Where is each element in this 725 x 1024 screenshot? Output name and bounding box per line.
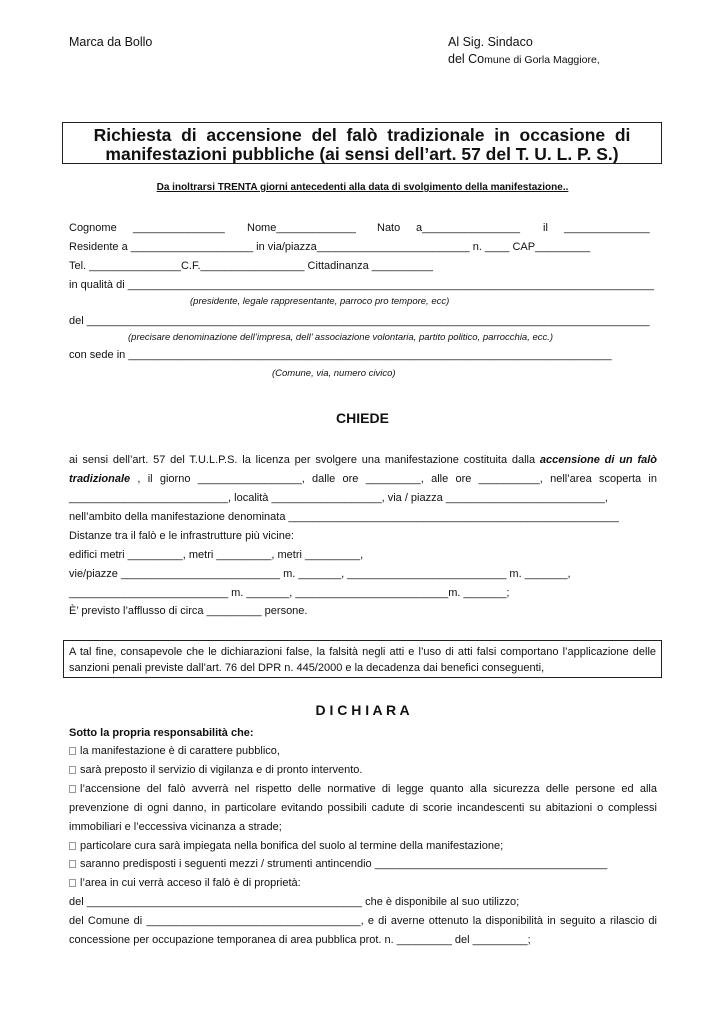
dichiara-item6 bbox=[69, 877, 301, 889]
label-nato: Nato bbox=[377, 222, 401, 234]
label-cognome: Cognome bbox=[69, 222, 117, 234]
title-box bbox=[62, 122, 662, 164]
notice-line2: sanzioni penali previste dall’art. 76 del DPR n. 445/2000 e la decadenza dai benefici conseguenti, bbox=[69, 662, 545, 674]
dichiara-item4 bbox=[69, 840, 503, 852]
checkbox-icon[interactable] bbox=[69, 785, 76, 793]
chiede-line5: Distanze tra il falò e le infrastrutture più vicine: bbox=[69, 530, 294, 542]
field-residenza[interactable]: Residente a ____________________ in via/piazza_________________________ n. ____ CAP_________ bbox=[69, 241, 591, 253]
field-sede[interactable]: con sede in _______________________________________________________________________________ bbox=[69, 349, 612, 361]
addressee-line1: Al Sig. Sindaco bbox=[448, 35, 533, 49]
checkbox-icon[interactable] bbox=[69, 842, 76, 850]
chiede-bold1: accensione di un falò bbox=[539, 454, 657, 466]
chiede-text2: , il giorno _________________, dalle ore _________, alle ore __________, nell’area scoperta in bbox=[137, 473, 657, 485]
hint-sede: (Comune, via, numero civico) bbox=[272, 368, 396, 379]
concessione-line[interactable]: concessione per occupazione temporanea di area pubblica prot. n. _________ del _________; bbox=[69, 934, 531, 946]
dichiara-item2 bbox=[69, 764, 362, 776]
label-il: il bbox=[543, 222, 548, 234]
chiede-line7[interactable]: vie/piazze __________________________ m. _______, __________________________ m. _______, bbox=[69, 568, 571, 580]
addressee-line2-prefix: del Co bbox=[448, 52, 485, 66]
field-tel-cf[interactable]: Tel. _______________C.F._________________ Cittadinanza __________ bbox=[69, 260, 433, 272]
chiede-line4[interactable]: nell’ambito della manifestazione denominata ______________________________________________________ bbox=[69, 511, 619, 523]
dichiara-item4-text: particolare cura sarà impiegata nella bonifica del suolo al termine della manifestazione; bbox=[80, 840, 504, 852]
chiede-line2[interactable] bbox=[69, 473, 657, 485]
dichiara-item3-line1 bbox=[69, 783, 657, 795]
title-line1: Richiesta di accensione del falò tradizionale in occasione di bbox=[93, 125, 631, 145]
dichiara-item3-line3: immobiliari e l’eccessiva vicinanza a strade; bbox=[69, 821, 282, 833]
hint-qualita: (presidente, legale rappresentante, parroco pro tempore, ecc) bbox=[190, 296, 450, 307]
field-cognome[interactable]: _______________ bbox=[133, 222, 225, 234]
dichiara-intro: Sotto la propria responsabilità che: bbox=[69, 727, 254, 739]
chiede-line6[interactable]: edifici metri _________, metri _________, metri _________, bbox=[69, 549, 364, 561]
chiede-bold2: tradizionale bbox=[69, 473, 131, 485]
dichiara-item1 bbox=[69, 745, 280, 757]
proprieta-privata[interactable]: del _____________________________________________ che è disponibile al suo utilizzo; bbox=[69, 896, 520, 908]
chiede-heading: CHIEDE bbox=[336, 410, 389, 426]
dichiara-item6-text: l’area in cui verrà acceso il falò è di proprietà: bbox=[80, 877, 301, 889]
field-nome[interactable]: Nome_____________ bbox=[247, 222, 356, 234]
addressee-line2-rest: mune di Gorla Maggiore, bbox=[484, 54, 600, 66]
notice-line1: A tal fine, consapevole che le dichiarazioni false, la falsità negli atti e l’uso di atti falsi comportano l’applicazione delle bbox=[69, 646, 656, 658]
hint-denominazione: (precisare denominazione dell’impresa, dell’ associazione volontaria, partito politico, parrocchia, ecc.) bbox=[128, 332, 554, 343]
dichiara-heading: D I C H I A R A bbox=[315, 702, 410, 718]
checkbox-icon[interactable] bbox=[69, 879, 76, 887]
dichiara-item5[interactable] bbox=[69, 858, 607, 870]
field-denominazione[interactable]: del ____________________________________________________________________________________________ bbox=[69, 315, 650, 327]
checkbox-icon[interactable] bbox=[69, 766, 76, 774]
chiede-line9[interactable]: È’ previsto l’afflusso di circa _________ persone. bbox=[69, 605, 308, 617]
field-luogo-nascita[interactable]: a________________ bbox=[416, 222, 521, 234]
marca-da-bollo: Marca da Bollo bbox=[69, 35, 153, 49]
checkbox-icon[interactable] bbox=[69, 747, 76, 755]
field-data-nascita[interactable]: ______________ bbox=[564, 222, 650, 234]
notice-box bbox=[63, 640, 662, 678]
proprieta-comune[interactable]: del Comune di ___________________________________, e di averne ottenuto la disponibilità in seguito a rilascio di bbox=[69, 915, 657, 927]
chiede-text1: ai sensi dell’art. 57 del T.U.L.P.S. la licenza per svolgere una manifestazione costituita dalla bbox=[69, 454, 536, 466]
deadline-note: Da inoltrarsi TRENTA giorni antecedenti alla data di svolgimento della manifestazione.. bbox=[156, 182, 569, 193]
field-qualita[interactable]: in qualità di ______________________________________________________________________________________ bbox=[69, 279, 654, 291]
dichiara-item5-text: saranno predisposti i seguenti mezzi / strumenti antincendio ______________________________________ bbox=[80, 858, 608, 870]
dichiara-item1-text: la manifestazione è di carattere pubblico, bbox=[80, 745, 280, 757]
dichiara-item3-l1-text: l’accensione del falò avverrà nel rispetto delle normative di legge quanto alla sicurezza delle persone ed alla bbox=[80, 783, 657, 795]
title-line2: manifestazioni pubbliche (ai sensi dell’art. 57 del T. U. L. P. S.) bbox=[105, 144, 619, 164]
chiede-line1 bbox=[69, 454, 657, 466]
chiede-line3[interactable]: __________________________, località __________________, via / piazza __________________________, bbox=[69, 492, 608, 504]
dichiara-item3-line2: prevenzione di ogni danno, in particolare evitando possibili cadute di scorie incandescenti su abitazioni o complessi bbox=[69, 802, 657, 814]
chiede-line8[interactable]: __________________________ m. _______, _________________________m. _______; bbox=[69, 587, 510, 599]
checkbox-icon[interactable] bbox=[69, 860, 76, 868]
dichiara-item2-text: sarà preposto il servizio di vigilanza e di pronto intervento. bbox=[80, 764, 363, 776]
addressee-line2 bbox=[448, 50, 600, 68]
